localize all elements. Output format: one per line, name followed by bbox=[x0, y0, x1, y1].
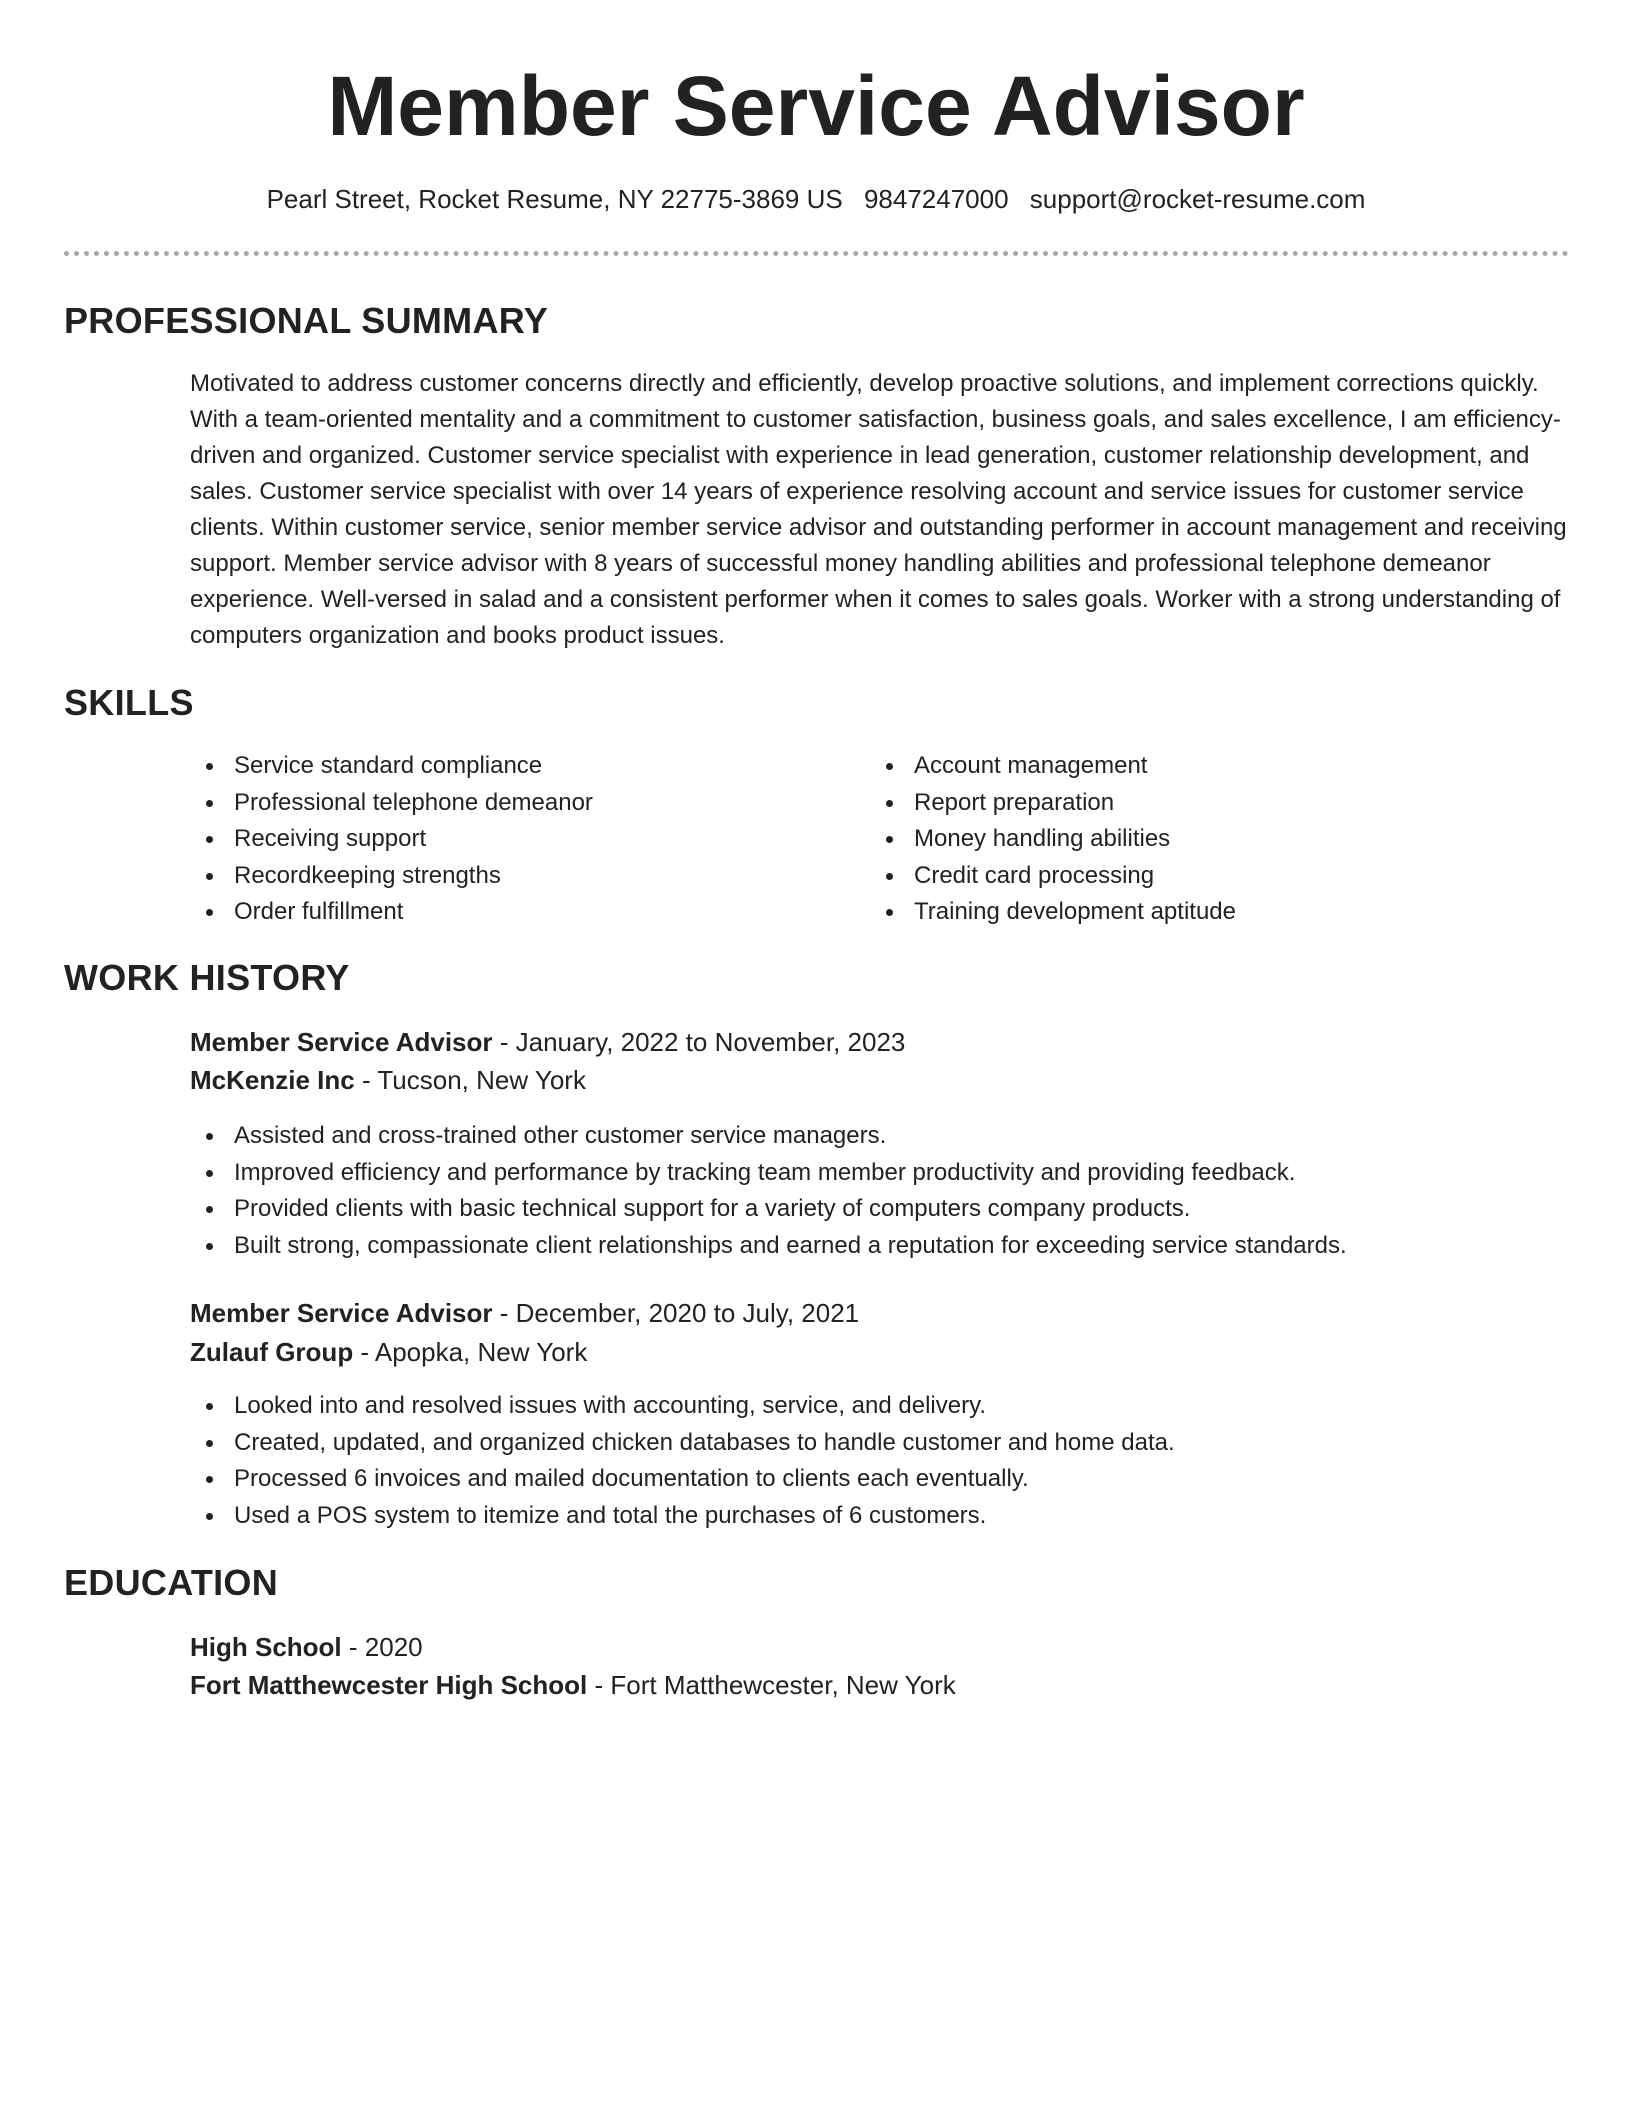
job-bullets bbox=[190, 1118, 1347, 1264]
summary-heading: PROFESSIONAL SUMMARY bbox=[64, 300, 549, 341]
contact-address: Pearl Street, Rocket Resume, NY 22775-3869 US bbox=[266, 184, 843, 214]
summary-text: Motivated to address customer concerns directly and efficiently, develop proactive solutions, and implement corrections quickly. With a team-oriented mentality and a commitment to customer satisfaction, business goals, and sales excellence, I am efficiency-driven and organized. Customer service specialist with experience in lead generation, customer relationship development, and sales. Customer service specialist with over 14 years of experience resolving account and service issues for customer service clients. Within customer service, senior member service advisor and outstanding performer in account management and receiving support. Member service advisor with 8 years of successful money handling abilities and professional telephone demeanor experience. Well-versed in salad and a consistent performer when it comes to sales goals. Worker with a strong understanding of computers organization and books product issues. bbox=[190, 370, 1567, 649]
job-title-line bbox=[190, 1025, 905, 1059]
skills-list-left bbox=[190, 748, 593, 931]
education-school: Fort Matthewcester High School bbox=[190, 1670, 588, 1700]
contact-email: support@rocket-resume.com bbox=[1029, 184, 1366, 214]
job-location: - Apopka, New York bbox=[353, 1337, 588, 1367]
job-bullet: Processed 6 invoices and mailed documentation to clients each eventually. bbox=[190, 1461, 1175, 1498]
education-heading: EDUCATION bbox=[64, 1562, 279, 1603]
skill-item: Order fulfillment bbox=[190, 894, 593, 931]
job-bullet: Improved efficiency and performance by tracking team member productivity and providing feedback. bbox=[190, 1155, 1347, 1192]
education-year: - 2020 bbox=[341, 1632, 423, 1662]
skill-item: Credit card processing bbox=[870, 858, 1236, 895]
job-title-line bbox=[190, 1296, 859, 1330]
job-company-line bbox=[190, 1063, 586, 1097]
job-position: Member Service Advisor bbox=[190, 1298, 493, 1328]
contact-phone: 9847247000 bbox=[863, 184, 1009, 214]
job-bullets bbox=[190, 1388, 1175, 1534]
job-position: Member Service Advisor bbox=[190, 1027, 493, 1057]
skill-item: Professional telephone demeanor bbox=[190, 785, 593, 822]
education-degree-line bbox=[190, 1630, 423, 1664]
job-bullet: Used a POS system to itemize and total the purchases of 6 customers. bbox=[190, 1498, 1175, 1535]
skill-item: Money handling abilities bbox=[870, 821, 1236, 858]
contact-info bbox=[0, 182, 1632, 216]
skill-item: Account management bbox=[870, 748, 1236, 785]
education-degree: High School bbox=[190, 1632, 342, 1662]
skill-item: Report preparation bbox=[870, 785, 1236, 822]
work-history-heading: WORK HISTORY bbox=[64, 957, 350, 998]
job-location: - Tucson, New York bbox=[354, 1065, 586, 1095]
job-dates: - December, 2020 to July, 2021 bbox=[492, 1298, 860, 1328]
job-bullet: Looked into and resolved issues with accounting, service, and delivery. bbox=[190, 1388, 1175, 1425]
skill-item: Service standard compliance bbox=[190, 748, 593, 785]
header-divider bbox=[64, 251, 1569, 256]
job-bullet: Built strong, compassionate client relationships and earned a reputation for exceeding service standards. bbox=[190, 1228, 1347, 1265]
skill-item: Recordkeeping strengths bbox=[190, 858, 593, 895]
job-company: Zulauf Group bbox=[190, 1337, 354, 1367]
skill-item: Training development aptitude bbox=[870, 894, 1236, 931]
job-bullet: Created, updated, and organized chicken databases to handle customer and home data. bbox=[190, 1425, 1175, 1462]
education-school-line bbox=[190, 1668, 956, 1702]
resume-name: Member Service Advisor bbox=[327, 59, 1305, 153]
job-bullet: Assisted and cross-trained other customer service managers. bbox=[190, 1118, 1347, 1155]
job-dates: - January, 2022 to November, 2023 bbox=[492, 1027, 906, 1057]
job-bullet: Provided clients with basic technical support for a variety of computers company products. bbox=[190, 1191, 1347, 1228]
skill-item: Receiving support bbox=[190, 821, 593, 858]
job-company-line bbox=[190, 1335, 587, 1369]
skills-list-right bbox=[870, 748, 1236, 931]
job-company: McKenzie Inc bbox=[190, 1065, 355, 1095]
skills-heading: SKILLS bbox=[64, 682, 194, 723]
education-location: - Fort Matthewcester, New York bbox=[587, 1670, 956, 1700]
